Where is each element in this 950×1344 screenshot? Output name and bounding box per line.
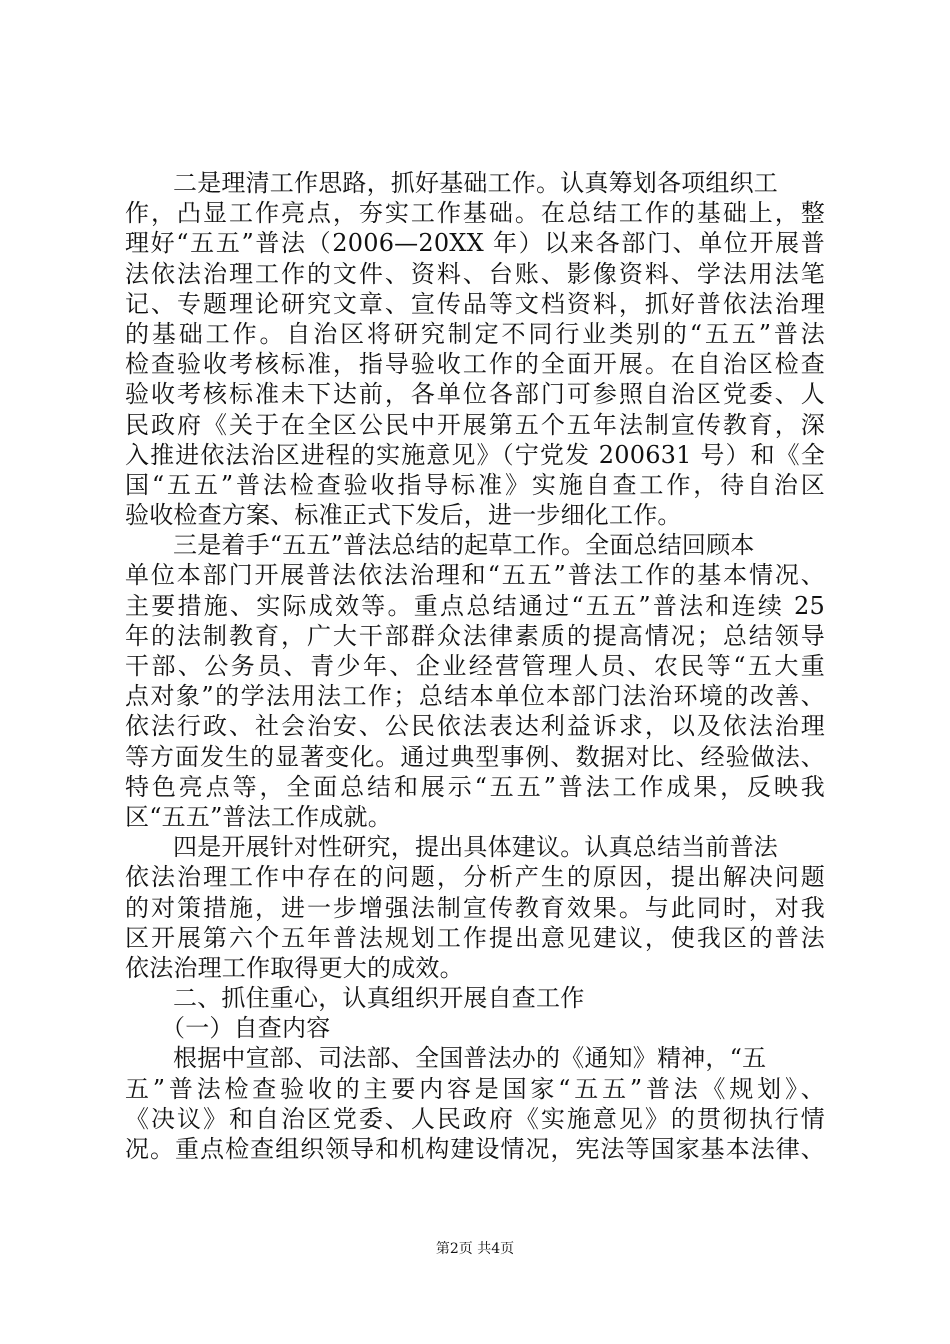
paragraph-line: 法依法治理工作的文件、资料、台账、影像资料、学法用法笔 [125,259,825,288]
paragraph-line: 依法治理工作中存在的问题，分析产生的原因，提出解决问题 [125,863,825,892]
section-heading: 二、抓住重心，认真组织开展自查工作 [173,984,585,1013]
paragraph-line: 况。重点检查组织领导和机构建设情况，宪法等国家基本法律、 [125,1135,825,1163]
paragraph-line: 根据中宣部、司法部、全国普法办的《通知》精神，“五 [173,1044,767,1073]
paragraph-line: 区“五五”普法工作成就。 [125,802,392,831]
paragraph-line: 的对策措施，进一步增强法制宣传教育效果。与此同时，对我 [125,893,825,922]
paragraph-line: 记、专题理论研究文章、宣传品等文档资料，抓好普依法治理 [125,289,825,318]
paragraph-line: 四是开展针对性研究，提出具体建议。认真总结当前普法 [173,833,778,862]
paragraph-line: 检查验收考核标准，指导验收工作的全面开展。在自治区检查 [125,350,825,379]
paragraph-line: 五”普法检查验收的主要内容是国家“五五”普法《规划》、 [125,1074,825,1103]
subsection-heading: （一）自查内容 [161,1014,331,1043]
paragraph-line: 单位本部门开展普法依法治理和“五五”普法工作的基本情况、 [125,561,825,590]
paragraph-line: 依法治理工作取得更大的成效。 [125,953,464,982]
paragraph-line: 主要措施、实际成效等。重点总结通过“五五”普法和连续 25 [125,591,825,620]
paragraph-line: 民政府《关于在全区公民中开展第五个五年法制宣传教育，深 [125,410,825,439]
paragraph-line: 验收考核标准未下达前，各单位各部门可参照自治区党委、人 [125,380,825,409]
paragraph-line: 验收检查方案、标准正式下发后，进一步细化工作。 [125,501,682,530]
paragraph-line: 《决议》和自治区党委、人民政府《实施意见》的贯彻执行情 [125,1104,825,1133]
document-body [125,168,825,1164]
paragraph-line: 干部、公务员、青少年、企业经营管理人员、农民等“五大重 [125,652,825,680]
paragraph-line: 的基础工作。自治区将研究制定不同行业类别的“五五”普法 [125,319,825,348]
paragraph-line: 二是理清工作思路，抓好基础工作。认真筹划各项组织工 [173,169,778,197]
paragraph-line: 特色亮点等，全面总结和展示“五五”普法工作成果，反映我 [125,772,825,801]
paragraph-line: 国“五五”普法检查验收指导标准》实施自查工作，待自治区 [125,470,825,499]
paragraph-line: 入推进依法治区进程的实施意见》（宁党发 200631 号）和《全 [125,440,825,469]
paragraph-line: 等方面发生的显著变化。通过典型事例、数据对比、经验做法、 [125,742,825,771]
paragraph-line: 区开展第六个五年普法规划工作提出意见建议，使我区的普法 [125,923,825,952]
paragraph-line: 依法行政、社会治安、公民依法表达利益诉求，以及依法治理 [125,712,825,741]
page-number-footer: 第2页 共4页 [435,1241,515,1257]
paragraph-line: 理好“五五”普法（2006—20XX 年）以来各部门、单位开展普 [125,229,825,258]
paragraph-line: 作，凸显工作亮点，夯实工作基础。在总结工作的基础上，整 [125,199,825,228]
paragraph-line: 三是着手“五五”普法总结的起草工作。全面总结回顾本 [173,531,755,560]
paragraph-line: 点对象”的学法用法工作；总结本单位本部门法治环境的改善、 [125,682,825,711]
paragraph-line: 年的法制教育，广大干部群众法律素质的提高情况；总结领导 [125,621,825,650]
